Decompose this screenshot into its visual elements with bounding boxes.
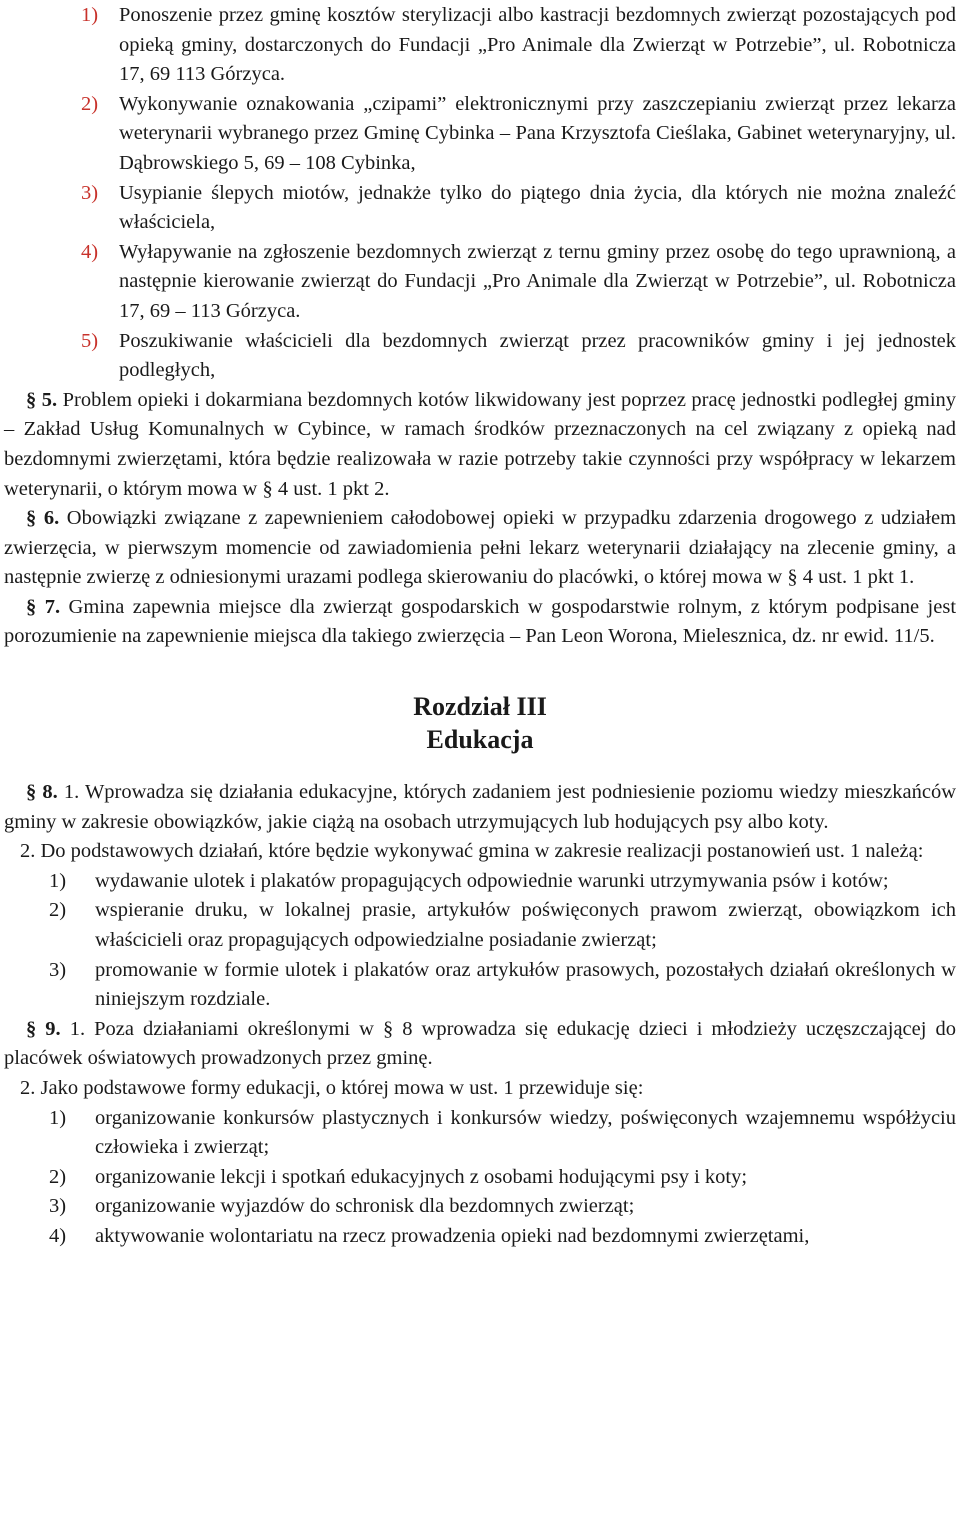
list-item bbox=[0, 238, 960, 327]
section-sign-7: § 7. bbox=[26, 595, 61, 618]
list-number: 1) bbox=[49, 869, 67, 892]
paragraph-9-ust-1 bbox=[0, 1015, 960, 1074]
chapter-subtitle: Edukacja bbox=[426, 725, 534, 755]
paragraph-9-list bbox=[0, 1104, 960, 1252]
list-item bbox=[0, 1, 960, 90]
list-text: Wykonywanie oznakowania „czipami” elektronicznymi przy zaszczepianiu zwierząt przez lekarza weterynarii wybranego przez Gminę Cybinka – Pana Krzysztofa Cieślaka, Gabinet weterynaryjny, ul. Dąbrowskiego 5, 69 – 108 Cybinka, bbox=[119, 92, 956, 174]
list-item bbox=[0, 327, 960, 386]
paragraph-8-ust-2-text: 2. Do podstawowych działań, które będzie wykonywać gmina w zakresie realizacji postanowień ust. 1 należą: bbox=[20, 840, 924, 863]
list-text: wydawanie ulotek i plakatów propagujących odpowiednie warunki utrzymywania psów i kotów; bbox=[95, 869, 889, 892]
list-text: Usypianie ślepych miotów, jednakże tylko do piątego dnia życia, dla których nie można znaleźć właściciela, bbox=[119, 181, 956, 234]
list-item bbox=[0, 1163, 960, 1193]
list-text: wspieranie druku, w lokalnej prasie, artykułów poświęconych prawom zwierząt, obowiązkom ich właścicieli oraz propagujących odpowiedzialne posiadanie zwierząt; bbox=[95, 899, 956, 952]
list-text: organizowanie wyjazdów do schronisk dla bezdomnych zwierząt; bbox=[95, 1195, 635, 1218]
list-text: organizowanie konkursów plastycznych i konkursów wiedzy, poświęconych wzajemnemu współżyciu człowieka i zwierząt; bbox=[95, 1106, 956, 1159]
paragraph-9-ust-1-text: 1. Poza działaniami określonymi w § 8 wprowadza się edukację dzieci i młodzieży uczęszczającej do placówek oświatowych prowadzonych przez gminę. bbox=[4, 1017, 956, 1070]
list-number: 5) bbox=[81, 329, 99, 352]
paragraph-8-ust-1 bbox=[0, 778, 960, 837]
list-text: Poszukiwanie właścicieli dla bezdomnych zwierząt przez pracowników gminy i jej jednostek podległych, bbox=[119, 329, 956, 382]
list-number: 1) bbox=[81, 4, 99, 26]
paragraph-8-ust-2 bbox=[0, 837, 960, 867]
paragraph-5-text: Problem opieki i dokarmiana bezdomnych kotów likwidowany jest poprzez pracę jednostki podległej gminy – Zakład Usług Komunalnych w Cybince, w ramach środków przeznaczonych na cel związany z opieką nad bezdomnymi zwierzętami, która będzie realizowała w razie potrzeby takie czynności przy współpracy w lekarzem weterynarii, o którym mowa w § 4 ust. 1 pkt 2. bbox=[4, 388, 957, 500]
list-item bbox=[0, 90, 960, 179]
list-text: aktywowanie wolontariatu na rzecz prowadzenia opieki nad bezdomnymi zwierzętami, bbox=[95, 1224, 810, 1247]
list-item bbox=[0, 179, 960, 238]
chapter-title: Rozdział III bbox=[413, 692, 547, 722]
list-item bbox=[0, 896, 960, 955]
section-sign-8: § 8. bbox=[26, 781, 58, 804]
list-item bbox=[0, 1192, 960, 1222]
paragraph-7-text: Gmina zapewnia miejsce dla zwierząt gospodarskich w gospodarstwie rolnym, z którym podpisane jest porozumienie na zapewnienie miejsca dla takiego zwierzęcia – Pan Leon Worona, Mielesznica, dz. nr ewid. 11/5. bbox=[4, 595, 957, 648]
list-number: 2) bbox=[81, 92, 99, 115]
section-sign-9: § 9. bbox=[26, 1017, 61, 1040]
paragraph-5 bbox=[0, 386, 960, 504]
paragraph-9-ust-2 bbox=[0, 1074, 960, 1104]
paragraph-7 bbox=[0, 593, 960, 652]
list-number: 2) bbox=[49, 1165, 67, 1188]
list-item bbox=[0, 1222, 960, 1252]
paragraph-8-ust-1-text: 1. Wprowadza się działania edukacyjne, których zadaniem jest podniesienie poziomu wiedzy mieszkańców gminy w zakresie obowiązków, jakie ciążą na osobach utrzymujących lub hodujących psy albo koty. bbox=[4, 781, 957, 833]
list-text: Ponoszenie przez gminę kosztów sterylizacji albo kastracji bezdomnych zwierząt pozostających pod opieką gminy, dostarczonych do Fundacji „Pro Animale dla Zwierząt w Potrzebie”, ul. Robotnicza 17, 69 113 Górzyca. bbox=[119, 4, 956, 86]
section-sign-5: § 5. bbox=[26, 388, 58, 411]
list-item bbox=[0, 1104, 960, 1163]
list-item bbox=[0, 867, 960, 897]
list-number: 2) bbox=[49, 899, 67, 922]
list-text: Wyłapywanie na zgłoszenie bezdomnych zwierząt z ternu gminy przez osobę do tego uprawnioną, a następnie kierowanie zwierząt do Fundacji „Pro Animale dla Zwierząt w Potrzebie”, ul. Robotnicza 17, 69 – 113 Górzyca. bbox=[119, 240, 956, 322]
paragraph-9-ust-2-text: 2. Jako podstawowe formy edukacji, o której mowa w ust. 1 przewiduje się: bbox=[20, 1077, 644, 1099]
chapter-heading bbox=[0, 690, 960, 756]
list-item bbox=[0, 956, 960, 1015]
list-number: 1) bbox=[49, 1106, 67, 1129]
list-number: 4) bbox=[49, 1224, 67, 1247]
paragraph-6-text: Obowiązki związane z zapewnieniem całodobowej opieki w przypadku zdarzenia drogowego z udziałem zwierzęcia, w pierwszym momencie od zawiadomienia pełni lekarz weterynarii działający na zlecenie gminy, a następnie zwierzę z odniesionymi urazami podlega skierowaniu do placówki, o której mowa w § 4 ust. 1 pkt 1. bbox=[4, 507, 957, 589]
list-number: 4) bbox=[81, 240, 99, 263]
list-text: promowanie w formie ulotek i plakatów oraz artykułów prasowych, pozostałych działań określonych w niniejszym rozdziale. bbox=[95, 958, 956, 1011]
paragraph-6 bbox=[0, 504, 960, 593]
list-number: 3) bbox=[49, 958, 67, 981]
section-sign-6: § 6. bbox=[26, 507, 60, 530]
list-number: 3) bbox=[81, 181, 99, 204]
paragraph-8-list bbox=[0, 867, 960, 1015]
list-text: organizowanie lekcji i spotkań edukacyjnych z osobami hodującymi psy i koty; bbox=[95, 1165, 748, 1188]
list-number: 3) bbox=[49, 1195, 67, 1218]
top-list bbox=[0, 0, 960, 386]
